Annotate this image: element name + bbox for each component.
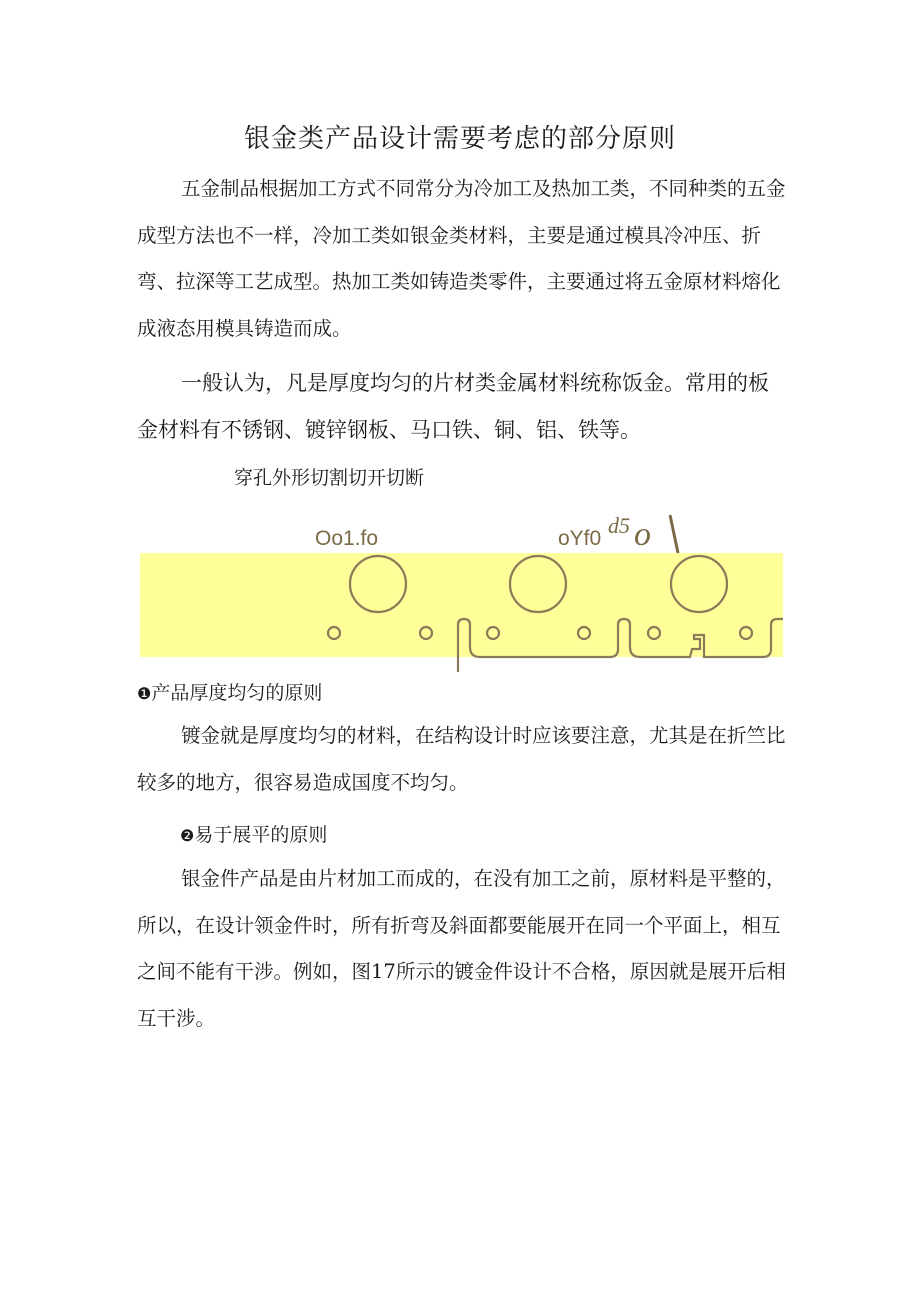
sheet-main-shape [140,553,783,657]
figure-label-right-c: o [634,516,651,553]
section1-paragraph [137,713,787,806]
figure-leader-line [670,515,678,553]
sheet-metal-figure [138,507,783,672]
page-title: 银金类产品设计需要考虑的部分原则 [243,124,676,154]
figure-label-right-a: oYf0 [558,527,602,550]
section2-heading-text: 易于展平的原则 [194,824,328,846]
section1-body: 镀金就是厚度均匀的材料，在结构设计时应该要注意，尤其是在折竺比较多的地方，很容易造成国度不均匀。 [137,724,786,794]
section2-marker: ❷ [180,826,195,845]
section1-heading [137,678,322,705]
figure-caption: 穿孔外形切割切开切断 [234,467,425,489]
figure-label-left: Oo1.fo [315,527,379,550]
section2-paragraph [137,856,787,1042]
section2-body: 银金件产品是由片材加工而成的，在没有加工之前，原材料是平整的，所以，在设计领金件时，所有折弯及斜面都要能展开在同一个平面上，相互之间不能有干涉。例如，图17所示的镀金件设计不合格，原因就是展开后相互干涉。 [137,867,786,1030]
intro-paragraph [137,166,787,352]
definition-paragraph [137,360,787,454]
intro-text: 五金制品根据加工方式不同常分为冷加工及热加工类，不同种类的五金成型方法也不一样，冷加工类如银金类材料，主要是通过模具冷冲压、折弯、拉深等工艺成型。热加工类如铸造类零件，主要通过将五金原材料熔化成液态用模具铸造而成。 [137,177,786,340]
section2-heading [180,820,327,847]
definition-text: 一般认为，凡是厚度均匀的片材类金属材料统称饭金。常用的板金材料有不锈钢、镀锌钢板、马口铁、铜、铝、铁等。 [137,371,769,442]
sheet-white-strip [140,657,783,672]
section1-heading-text: 产品厚度均匀的原则 [151,682,323,704]
figure-label-right-b: d5 [608,513,630,538]
section1-marker: ❶ [137,684,152,703]
